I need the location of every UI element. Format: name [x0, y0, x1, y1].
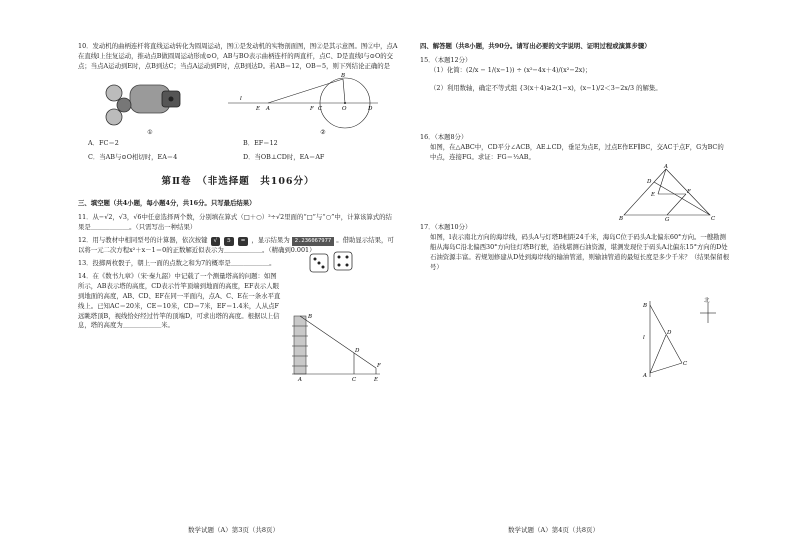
dice-right: [334, 252, 352, 270]
footer-page-4: 数学试题（A）第4页（共8页）: [508, 526, 599, 534]
q15-head: 15．（本题12分）: [420, 55, 472, 64]
q17-text: 如图，l表示南北方向的海岸线，码头A与灯塔B相距24千米，海岛C位于码头A北偏东60°方向。一艘勘测船从海岛C沿北偏西30°方向往灯塔B行驶，沿线堪测石油资源，堪测发现位于码头A北偏东15°方向的D处石油资源丰富。若规划修建从D处到海岸线的输油管道，则输油管道的最短长度是多少千米？（结果保留根号）: [430, 233, 730, 272]
q15-part-1: （1）化简：(2/x − 1/(x−1)) ÷ (x²−4x＋4)/(x²−2x)；: [430, 65, 592, 74]
footer-page-3: 数学试题（A）第3页（共8页）: [188, 526, 279, 534]
label-O: O: [342, 105, 347, 112]
label-F: F: [310, 105, 314, 112]
coast-label-l: l: [643, 335, 645, 342]
tower-label-E: E: [374, 376, 379, 383]
engine-piston-eye: [169, 96, 174, 101]
tower-label-D: D: [355, 347, 360, 354]
dice-left-pip-1: [314, 257, 317, 260]
q12-mid: ，显示结果为: [251, 236, 290, 245]
label-B: B: [341, 72, 346, 79]
tri-label-A: A: [664, 163, 668, 170]
coast-label-C: C: [683, 361, 688, 368]
q12-post: 。借助显示结果，可以将一元二次方程x²＋x－1＝0的正数解近似表示为＿＿＿＿＿＿。（精确到0.001）: [78, 236, 394, 255]
q10-options: [88, 139, 398, 163]
coast-label-D: D: [667, 330, 672, 337]
dice-left-pip-2: [322, 265, 325, 268]
q16-head: 16．（本题8分）: [420, 132, 468, 141]
label-E: E: [256, 105, 261, 112]
part-2-title: 第Ⅱ卷 （非选择题 共106分）: [161, 175, 315, 187]
question-10: [78, 42, 398, 72]
tower-label-A: A: [298, 376, 302, 383]
tower-label-C: C: [352, 376, 357, 383]
label-D: D: [368, 105, 373, 112]
calc-key-5: 5: [224, 237, 234, 246]
label-l: l: [240, 95, 242, 102]
fig1-caption: ①: [147, 128, 153, 136]
question-13: [78, 259, 398, 269]
segment-AE: [658, 169, 666, 194]
crank-diagram-figure: [218, 72, 388, 137]
tri-label-F: F: [687, 188, 691, 195]
dice-right-pip-1: [338, 255, 341, 258]
sight-line-BF: [300, 313, 376, 368]
label-A: A: [266, 105, 270, 112]
q15-part-2: （2）利用数轴，确定不等式组 {3(x＋4)≥2(1−x)，(x−1)/2＜3−2x/3 的解集。: [430, 83, 662, 92]
segment-BC: [650, 305, 682, 363]
tri-label-C: C: [711, 215, 716, 222]
segment-AC: [650, 363, 682, 373]
segment-AB: [268, 79, 343, 103]
q17-head: 17．（本题10分）: [420, 223, 472, 232]
compass-north-label: 北: [704, 298, 710, 305]
fig2-caption: ②: [320, 128, 326, 136]
triangle-ABC: [624, 169, 710, 215]
engine-photo-figure: [100, 77, 200, 137]
tower-label-B: B: [308, 313, 313, 320]
tower-figure: [288, 310, 384, 382]
calc-key-sqrt: √: [211, 237, 221, 246]
section-4-heading: 四、解答题（共8小题，共90分。请写出必要的文字说明、证明过程或演算步骤）: [420, 42, 651, 50]
label-C: C: [318, 105, 323, 112]
segment-FG: [667, 194, 686, 215]
calc-display: 2.236067977: [292, 237, 334, 246]
dice-right-pip-3: [338, 263, 341, 266]
coast-label-A: A: [643, 373, 647, 380]
tri-label-E: E: [651, 191, 656, 198]
q10-option-c: C．当AB与⊙O相切时，EA＝4: [88, 152, 178, 161]
q10-option-b: B．EF＝12: [243, 138, 278, 147]
segment-BO: [343, 79, 345, 103]
triangle-figure: [618, 165, 718, 221]
calc-key-equals: =: [238, 237, 249, 246]
dice-left-pip-3: [318, 261, 321, 264]
question-15: [420, 56, 730, 94]
q14-text: 14．在《数书九章》（宋·秦九韶）中记载了一个测量塔高的问题：如图所示，AB表示塔的高度，CD表示竹竿顶端到地面的高度，EF表示人眼到地面的高度，AB、CD、EF在同一平面内，点A、C、E在一条水平直线上。已知AC＝20米，CE＝10米，CD＝7米，EF＝1.4米，人从点F远眺塔顶B，视线恰好经过竹竿的顶端D，可求出塔的高度。根据以上信息，塔的高度为＿＿＿＿＿＿米。: [78, 271, 281, 330]
q10-figures: [78, 72, 398, 137]
q12-pre: 12．用与教材中相同型号的计算器，依次按键: [78, 236, 208, 245]
engine-wheel-top: [106, 85, 122, 101]
tower-label-F: F: [377, 362, 381, 369]
engine-crank: [117, 98, 131, 112]
q10-option-a: A．FC＝2: [88, 138, 119, 147]
segment-AD: [650, 335, 666, 373]
question-16: [420, 132, 730, 223]
dice-right-pip-2: [346, 255, 349, 258]
left-page: [78, 42, 398, 383]
section-3-heading: 三、填空题（共4小题，每小题4分，共16分。只写最后结果）: [78, 199, 256, 208]
question-11: 11．从−√2，√3，√6中任意选择两个数，分别填在算式（□＋○）²÷√2里面的“□”与“○”中，计算该算式的结果是＿＿＿＿＿＿。（只需写出一种结果）: [78, 213, 392, 232]
dice-right-pip-4: [346, 263, 349, 266]
q10-option-d: D．当OB⊥CD时，EA＝AF: [243, 152, 325, 161]
q16-text: 如图，在△ABC中，CD平分∠ACB，AE⊥CD，垂足为点E，过点E作EF∥BC，交AC于点F，G为BC的中点，连接FG。求证：FG＝½AB。: [430, 142, 724, 161]
question-17: [420, 223, 730, 380]
tri-label-G: G: [665, 216, 670, 223]
question-14: [78, 271, 398, 383]
tri-label-D: D: [647, 178, 652, 185]
engine-wheel-bottom: [106, 109, 122, 125]
right-page: [420, 42, 730, 380]
q10-text: 10．发动机的曲柄连杆将直线运动转化为圆周运动，图①是发动机的实物剖面图，图②是其示意图。图②中，点A在直线l上往复运动，推动点B做圆周运动形成⊙O，AB与BO表示曲柄连杆的两直杆，点C、D是直线l与⊙O的交点；当点A运动到E时，点B到达C；当点A运动到F时，点B到达D。若AB＝12，OB＝5，则下列结论正确的是: [78, 42, 398, 70]
q15-answer-space: [420, 97, 730, 133]
tower-body: [294, 316, 306, 374]
point-O: [344, 102, 346, 104]
tri-label-B: B: [619, 215, 624, 222]
coast-figure: [638, 299, 728, 379]
q13-text: 13．投掷两枚骰子，朝上一面的点数之和为7的概率是＿＿＿＿＿＿。: [78, 258, 276, 267]
coast-label-B: B: [643, 303, 648, 310]
